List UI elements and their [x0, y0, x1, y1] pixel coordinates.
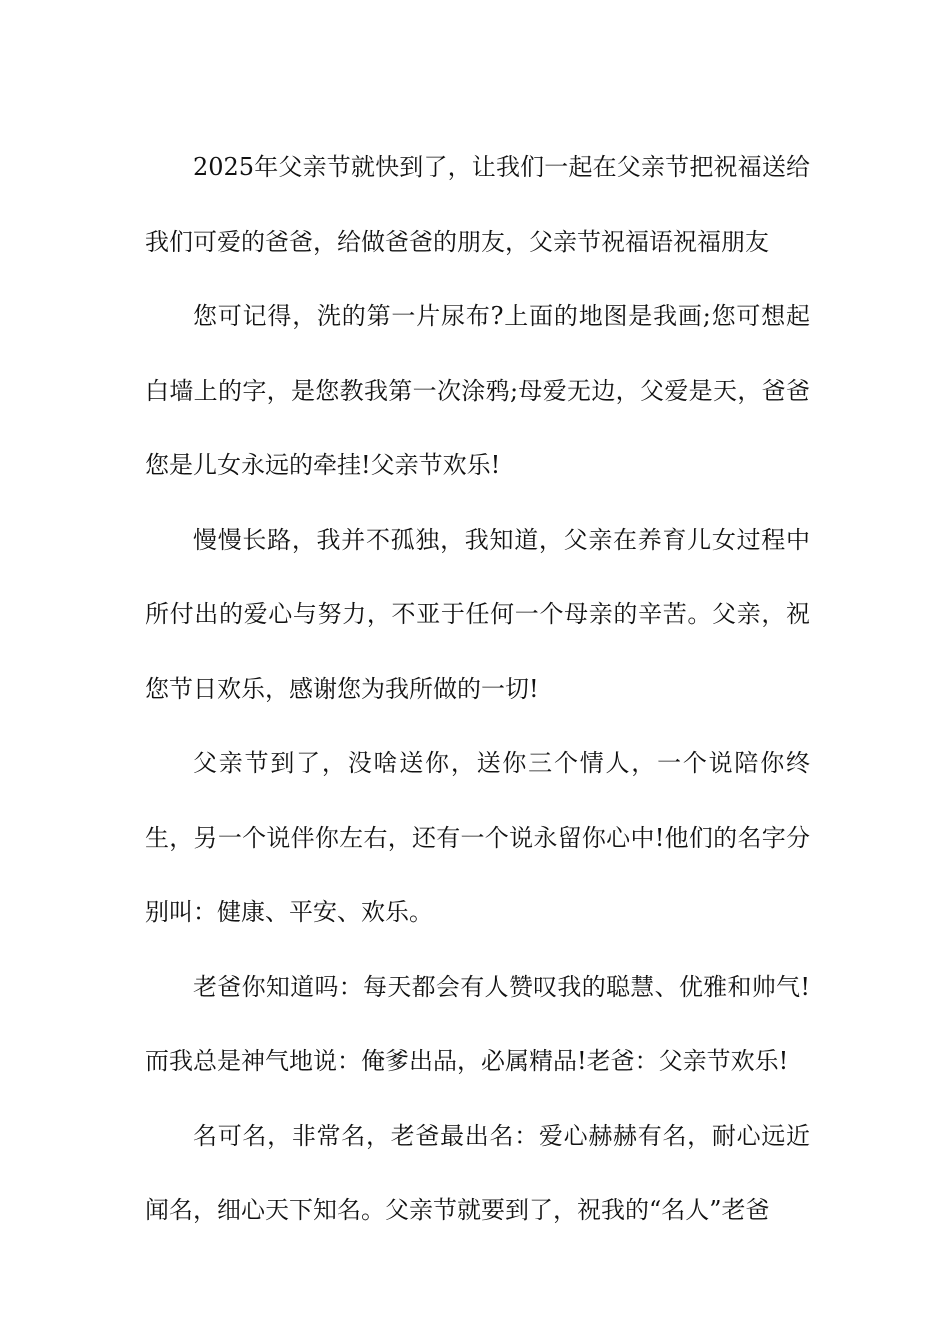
paragraph-1: 2025年父亲节就快到了，让我们一起在父亲节把祝福送给我们可爱的爸爸，给做爸爸的朋友，父亲节祝福语祝福朋友: [145, 153, 810, 256]
paragraph-6: 名可名，非常名，老爸最出名：爱心赫赫有名，耐心远近闻名，细心天下知名。父亲节就要到了，祝我的“名人”老爸: [145, 1121, 810, 1224]
paragraph-5: 老爸你知道吗：每天都会有人赞叹我的聪慧、优雅和帅气!而我总是神气地说：俺爹出品，必属精品!老爸：父亲节欢乐!: [145, 972, 810, 1075]
paragraph-3: 慢慢长路，我并不孤独，我知道，父亲在养育儿女过程中所付出的爱心与努力，不亚于任何一个母亲的辛苦。父亲，祝您节日欢乐，感谢您为我所做的一切!: [145, 525, 810, 703]
document-body: [145, 130, 810, 1248]
paragraph-4: 父亲节到了，没啥送你，送你三个情人，一个说陪你终生，另一个说伴你左右，还有一个说永留你心中!他们的名字分别叫：健康、平安、欢乐。: [145, 749, 810, 926]
paragraph-2: 您可记得，洗的第一片尿布?上面的地图是我画;您可想起白墙上的字，是您教我第一次涂鸦;母爱无边，父爱是天，爸爸您是儿女永远的牵挂!父亲节欢乐!: [145, 302, 810, 479]
